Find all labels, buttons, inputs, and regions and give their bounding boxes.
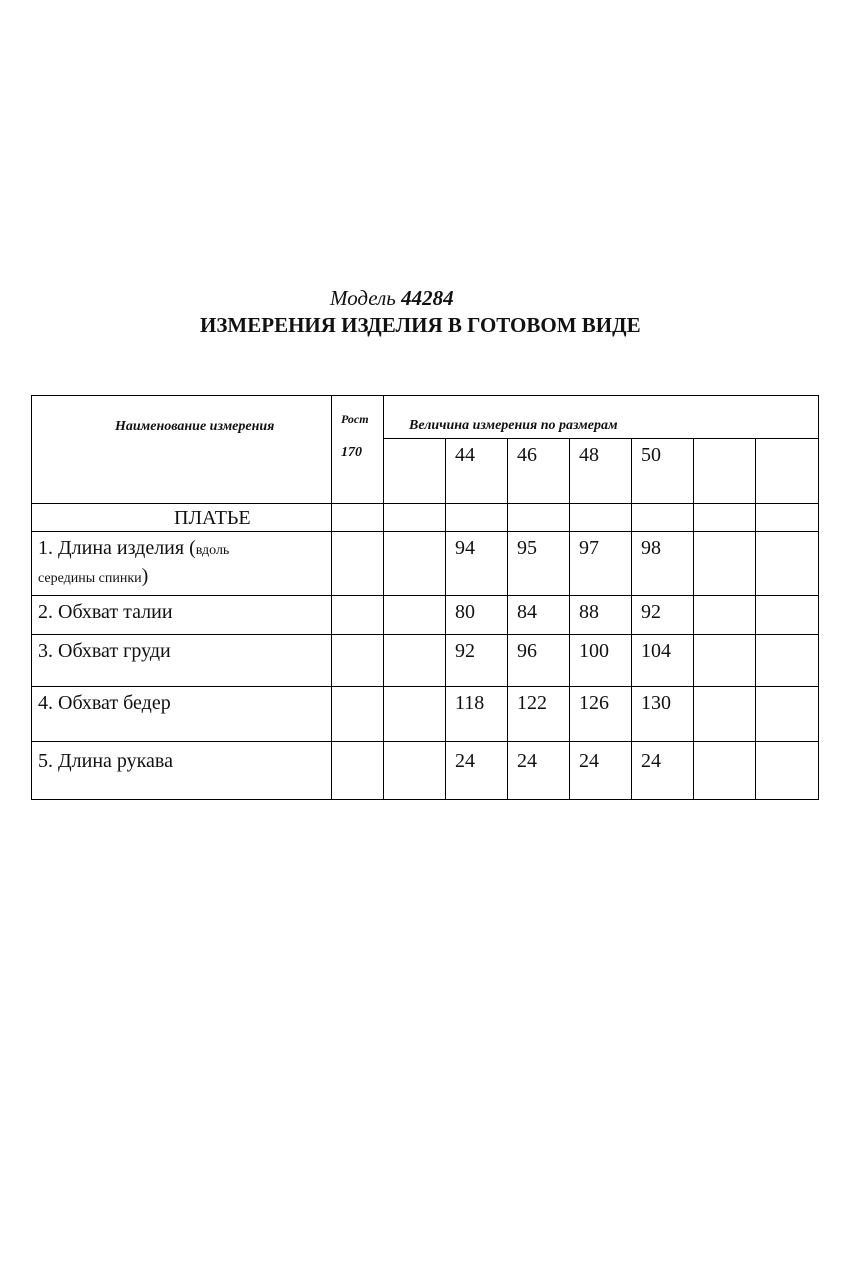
sizes-header: Величина измерения по размерам [409,418,618,433]
table-border-left [31,395,32,800]
height-value: 170 [341,445,362,460]
value-cell: 88 [579,601,599,623]
measurements-table [31,395,819,800]
row-label-line2 [38,565,148,588]
section-label: ПЛАТЬЕ [174,507,251,529]
model-line [330,286,454,311]
table-rule [755,438,756,800]
table-rule [31,634,819,635]
document-title: ИЗМЕРЕНИЯ ИЗДЕЛИЯ В ГОТОВОМ ВИДЕ [200,313,641,337]
row-label: 4. Обхват бедер [38,692,171,714]
value-cell: 100 [579,640,609,662]
value-cell: 80 [455,601,475,623]
table-rule [31,531,819,532]
table-rule [31,595,819,596]
value-cell: 130 [641,692,671,714]
value-cell: 24 [579,750,599,772]
table-rule [383,438,819,439]
row-label [38,537,229,560]
row-label: 3. Обхват груди [38,640,171,662]
table-border-right [818,395,819,800]
value-cell: 24 [455,750,475,772]
row-label-text: ) [141,565,149,587]
value-cell: 24 [641,750,661,772]
table-rule [383,395,384,800]
value-cell: 97 [579,537,599,559]
value-cell: 92 [455,640,475,662]
value-cell: 96 [517,640,537,662]
value-cell: 84 [517,601,537,623]
table-rule [507,438,508,800]
table-rule [693,438,694,800]
table-border-top [31,395,819,396]
row-label: 5. Длина рукава [38,750,173,772]
table-border-bottom [31,799,819,800]
table-rule [631,438,632,800]
table-rule [445,438,446,800]
value-cell: 24 [517,750,537,772]
size-cell: 44 [455,444,475,466]
row-label-text: 1. Длина изделия ( [38,537,196,559]
row-label-note: вдоль [195,543,230,558]
size-cell: 50 [641,444,661,466]
model-label: Модель [330,286,396,310]
value-cell: 98 [641,537,661,559]
table-rule [31,503,819,504]
table-rule [31,686,819,687]
value-cell: 122 [517,692,547,714]
size-cell: 46 [517,444,537,466]
table-rule [31,741,819,742]
measurement-name-header: Наименование измерения [115,419,275,434]
value-cell: 94 [455,537,475,559]
height-header: Рост [341,412,369,426]
model-number: 44284 [401,286,454,310]
value-cell: 126 [579,692,609,714]
size-cell: 48 [579,444,599,466]
value-cell: 118 [455,692,485,714]
table-rule [331,395,332,800]
value-cell: 92 [641,601,661,623]
table-rule [569,438,570,800]
row-label: 2. Обхват талии [38,601,173,623]
row-label-note: середины спинки [38,571,142,586]
value-cell: 104 [641,640,671,662]
value-cell: 95 [517,537,537,559]
